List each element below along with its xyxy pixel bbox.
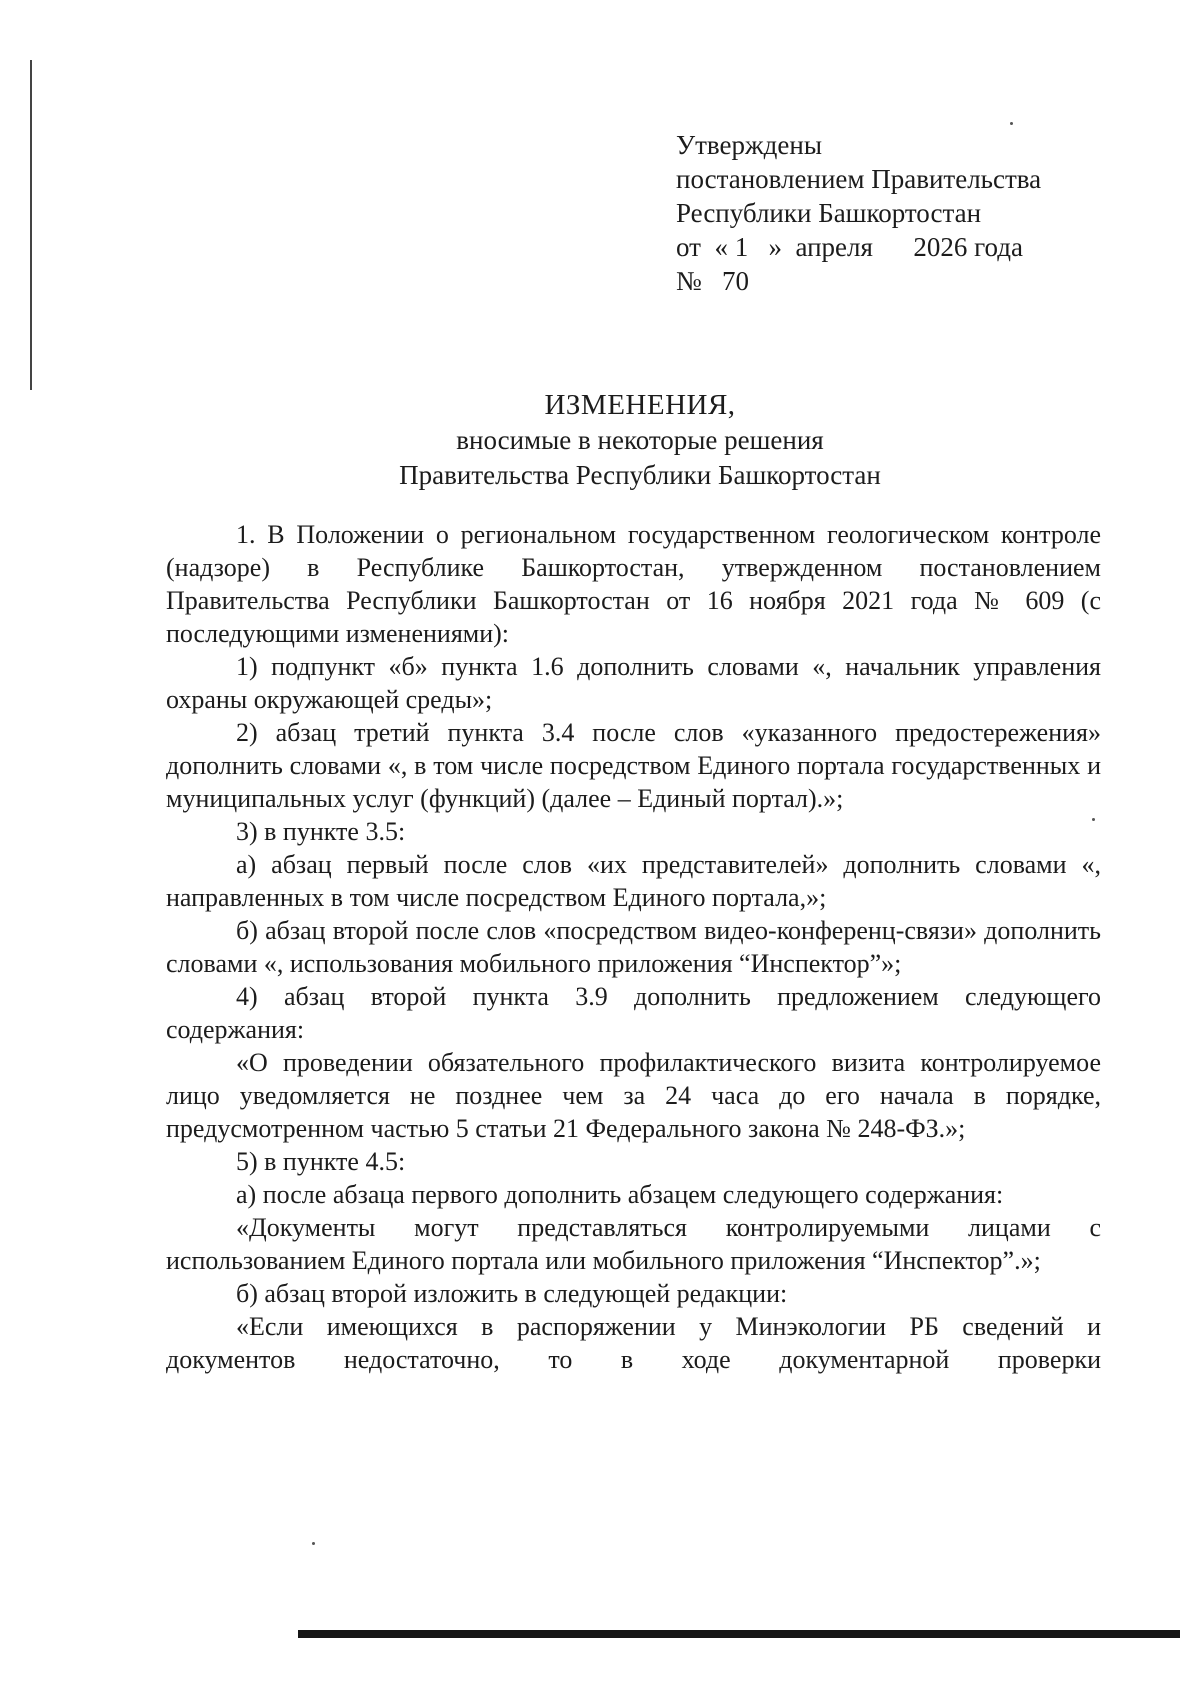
approval-number: № 70 <box>676 266 750 296</box>
paragraph: а) абзац первый после слов «их представителей» дополнить словами «, направленных в том числе посредством Единого портала,»; <box>166 850 1101 912</box>
scan-bottom-rule <box>298 1630 1180 1638</box>
paragraph: а) после абзаца первого дополнить абзацем следующего содержания: <box>236 1180 1004 1209</box>
paragraph: 2) абзац третий пункта 3.4 после слов «указанного предостережения» дополнить словами «, в том числе посредством Единого портала государственных и муниципальных услуг (функций) (далее – Единый портал).»; <box>166 718 1101 813</box>
paragraph: «Если имеющихся в распоряжении у Минэкологии РБ сведений и документов недостаточно, то в ходе документарной проверки <box>166 1312 1101 1374</box>
paragraph: 4) абзац второй пункта 3.9 дополнить предложением следующего содержания: <box>166 982 1101 1044</box>
document-subtitle: Правительства Республики Башкортостан <box>399 460 881 490</box>
document-title: ИЗМЕНЕНИЯ, <box>544 389 736 421</box>
document-body <box>166 518 1101 1376</box>
paragraph: б) абзац второй изложить в следующей редакции: <box>236 1279 788 1308</box>
approval-line: Утверждены <box>676 130 822 160</box>
paragraph: б) абзац второй после слов «посредством видео-конференц-связи» дополнить словами «, использования мобильного приложения “Инспектор”»; <box>166 916 1101 978</box>
approval-line: постановлением Правительства <box>676 164 1042 194</box>
scan-speck <box>312 1542 315 1545</box>
scan-speck <box>1010 122 1013 125</box>
paragraph: 1) подпункт «б» пункта 1.6 дополнить словами «, начальник управления охраны окружающей среды»; <box>166 652 1101 714</box>
approval-date: от « 1 » апреля 2026 года <box>676 232 1023 262</box>
paragraph: «О проведении обязательного профилактического визита контролируемое лицо уведомляется не позднее чем за 24 часа до его начала в порядке, предусмотренном частью 5 статьи 21 Федерального закона № 248-ФЗ.»; <box>166 1048 1101 1143</box>
approval-line: Республики Башкортостан <box>676 198 982 228</box>
scan-left-edge-line <box>30 60 32 390</box>
paragraph: «Документы могут представляться контролируемыми лицами с использованием Единого портала или мобильного приложения “Инспектор”.»; <box>166 1213 1101 1275</box>
paragraph: 5) в пункте 4.5: <box>236 1147 406 1176</box>
paragraph: 3) в пункте 3.5: <box>236 817 406 846</box>
approval-stamp-block <box>676 128 1041 298</box>
document-heading <box>140 388 1140 493</box>
paragraph: 1. В Положении о региональном государственном геологическом контроле (надзоре) в Республике Башкортостан, утвержденном постановлением Правительства Республики Башкортостан от 16 ноября 2021 года № 609 (с последующими изменениями): <box>166 520 1101 648</box>
document-subtitle: вносимые в некоторые решения <box>456 425 824 455</box>
